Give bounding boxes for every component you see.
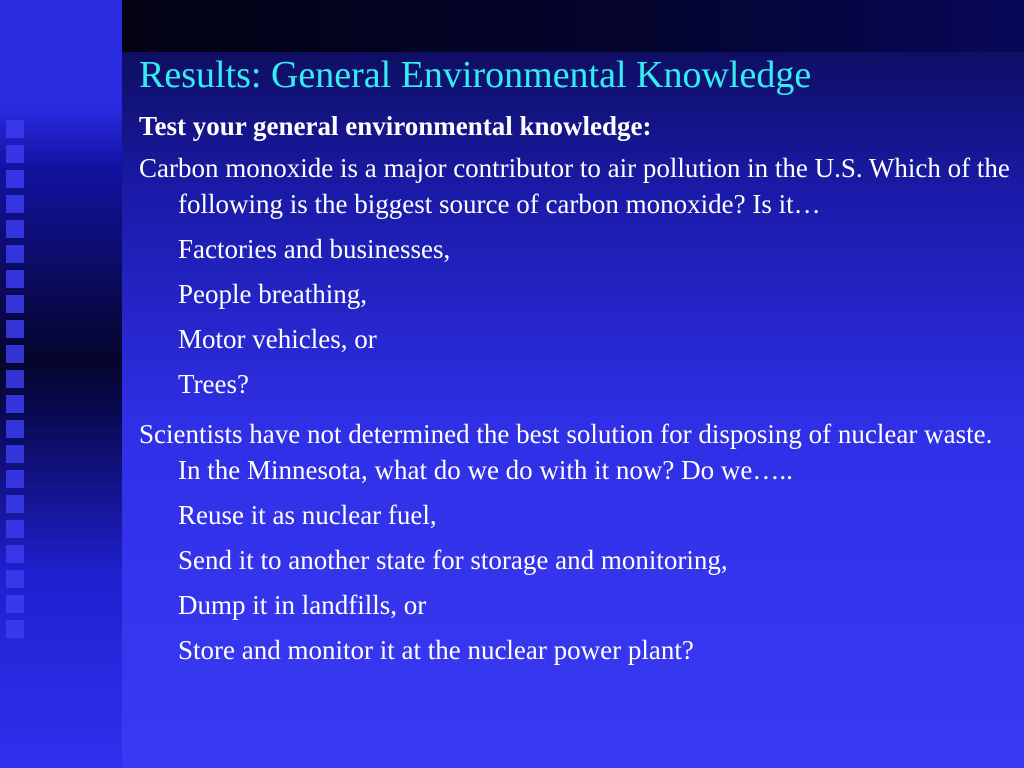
question-carbon-monoxide: Carbon monoxide is a major contributor to air pollution in the U.S. Which of the following is the biggest source of carbon monoxide? Is it… bbox=[139, 153, 1010, 219]
decorative-square bbox=[6, 245, 24, 263]
decorative-square bbox=[6, 195, 24, 213]
decorative-square bbox=[6, 345, 24, 363]
option-item: Trees? bbox=[178, 369, 249, 399]
decorative-square bbox=[6, 145, 24, 163]
option-item: Reuse it as nuclear fuel, bbox=[178, 500, 437, 530]
decorative-square bbox=[6, 495, 24, 513]
decorative-square bbox=[6, 270, 24, 288]
decorative-square bbox=[6, 220, 24, 238]
decorative-square bbox=[6, 570, 24, 588]
decorative-square bbox=[6, 595, 24, 613]
decorative-squares bbox=[6, 120, 28, 650]
slide-content bbox=[139, 108, 1019, 668]
option-item: Store and monitor it at the nuclear power plant? bbox=[178, 635, 694, 665]
decorative-square bbox=[6, 470, 24, 488]
decorative-square bbox=[6, 370, 24, 388]
decorative-square bbox=[6, 170, 24, 188]
option-item: Dump it in landfills, or bbox=[178, 590, 427, 620]
decorative-square bbox=[6, 620, 24, 638]
option-item: Send it to another state for storage and monitoring, bbox=[178, 545, 728, 575]
top-decorative-band bbox=[122, 0, 1024, 52]
decorative-square bbox=[6, 395, 24, 413]
section-heading: Test your general environmental knowledge: bbox=[139, 111, 652, 141]
decorative-square bbox=[6, 320, 24, 338]
decorative-square bbox=[6, 445, 24, 463]
decorative-square bbox=[6, 420, 24, 438]
decorative-square bbox=[6, 520, 24, 538]
decorative-square bbox=[6, 295, 24, 313]
question-nuclear-waste: Scientists have not determined the best solution for disposing of nuclear waste. In the Minnesota, what do we do with it now? Do we….. bbox=[139, 419, 993, 485]
decorative-square bbox=[6, 120, 24, 138]
option-item: Factories and businesses, bbox=[178, 234, 451, 264]
decorative-square bbox=[6, 545, 24, 563]
slide-title: Results: General Environmental Knowledge bbox=[139, 54, 812, 96]
option-item: People breathing, bbox=[178, 279, 367, 309]
left-decorative-band bbox=[0, 0, 122, 768]
option-item: Motor vehicles, or bbox=[178, 324, 377, 354]
